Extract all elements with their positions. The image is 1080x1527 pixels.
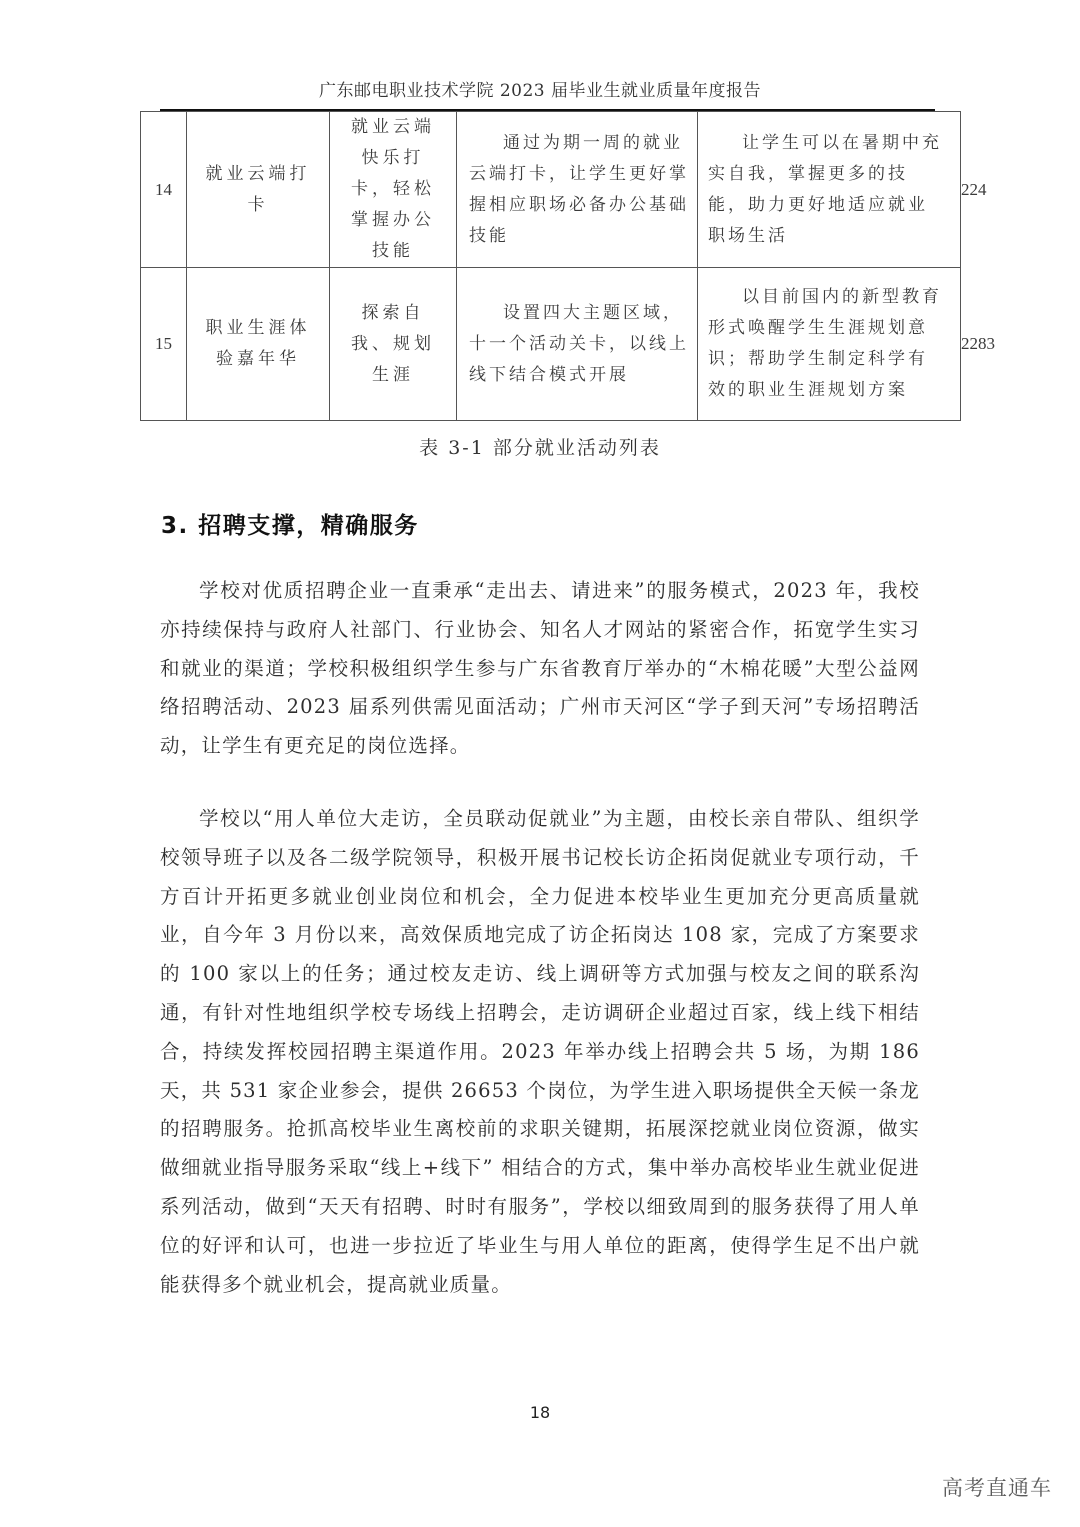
cell-activity-effect: 以目前国内的新型教育形式唤醒学生生涯规划意识；帮助学生制定科学有效的职业生涯规划方案 xyxy=(698,268,961,421)
activities-table xyxy=(140,111,995,421)
watermark: 高考直通车 xyxy=(942,1476,1052,1500)
cell-number: 14 xyxy=(141,112,187,268)
section-heading: 3. 招聘支撑，精确服务 xyxy=(161,513,419,539)
page-number: 18 xyxy=(529,1403,551,1422)
cell-number: 15 xyxy=(141,268,187,421)
table-row: 15 职业生涯体验嘉年华 探索自我、规划生涯 设置四大主题区域，十一个活动关卡，以线上线下结合模式开展 以目前国内的新型教育形式唤醒学生生涯规划意识；帮助学生制定科学有效的职业生涯规划方案 2283 xyxy=(141,268,961,421)
cell-activity-content: 通过为期一周的就业云端打卡，让学生更好掌握相应职场必备办公基础技能 xyxy=(457,112,698,268)
cell-activity-name: 职业生涯体验嘉年华 xyxy=(187,268,330,421)
cell-activity-effect: 让学生可以在暑期中充实自我，掌握更多的技能，助力更好地适应就业职场生活 xyxy=(698,112,961,268)
table-row: 14 就业云端打卡 就业云端快乐打卡，轻松掌握办公技能 通过为期一周的就业云端打卡，让学生更好掌握相应职场必备办公基础技能 让学生可以在暑期中充实自我，掌握更多的技能，助力更好地适应就业职场生活 224 xyxy=(141,112,961,268)
body-paragraph: 学校以“用人单位大走访，全员联动促就业”为主题，由校长亲自带队、组织学校领导班子以及各二级学院领导，积极开展书记校长访企拓岗促就业专项行动，千方百计开拓更多就业创业岗位和机会，全力促进本校毕业生更加充分更高质量就业，自今年 3 月份以来，高效保质地完成了访企拓岗达 108 家，完成了方案要求的 100 家以上的任务；通过校友走访、线上调研等方式加强与校友之间的联系沟通，有针对性地组织学校专场线上招聘会，走访调研企业超过百家，线上线下相结合，持续发挥校园招聘主渠道作用。2023 年举办线上招聘会共 5 场，为期 186 天，共 531 家企业参会，提供 26653 个岗位，为学生进入职场提供全天候一条龙的招聘服务。抢抓高校毕业生离校前的求职关键期，拓展深挖就业岗位资源，做实做细就业指导服务采取“线上+线下” 相结合的方式，集中举办高校毕业生就业促进系列活动，做到“天天有招聘、时时有服务”，学校以细致周到的服务获得了用人单位的好评和认可，也进一步拉近了毕业生与用人单位的距离，使得学生足不出户就能获得多个就业机会，提高就业质量。 xyxy=(160,807,920,1296)
running-header: 广东邮电职业技术学院 2023 届毕业生就业质量年度报告 xyxy=(318,81,762,101)
cell-activity-content: 设置四大主题区域，十一个活动关卡，以线上线下结合模式开展 xyxy=(457,268,698,421)
body-paragraph: 学校对优质招聘企业一直秉承“走出去、请进来”的服务模式，2023 年，我校亦持续保持与政府人社部门、行业协会、知名人才网站的紧密合作，拓宽学生实习和就业的渠道；学校积极组织学生参与广东省教育厅举办的“木棉花暖”大型公益网络招聘活动、2023 届系列供需见面活动；广州市天河区“学子到天河”专场招聘活动，让学生有更充足的岗位选择。 xyxy=(160,579,920,758)
cell-activity-theme: 探索自我、规划生涯 xyxy=(330,268,457,421)
cell-activity-theme: 就业云端快乐打卡，轻松掌握办公技能 xyxy=(330,112,457,268)
table-caption: 表 3-1 部分就业活动列表 xyxy=(419,437,661,459)
cell-activity-name: 就业云端打卡 xyxy=(187,112,330,268)
